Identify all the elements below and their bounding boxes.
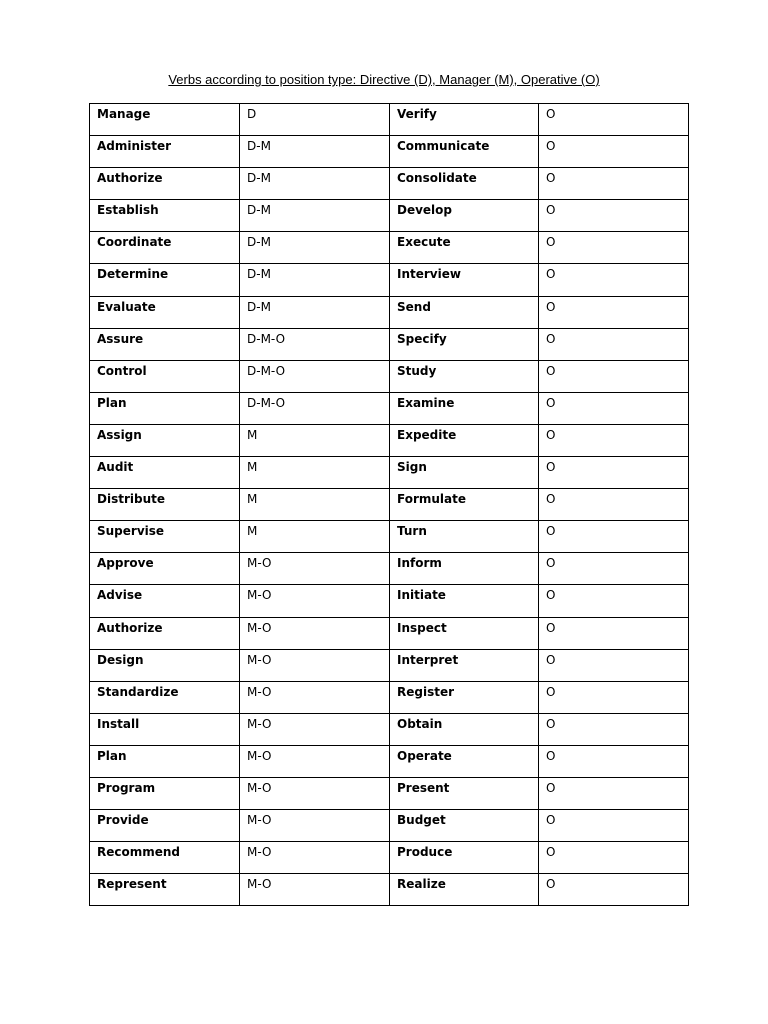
position-type-cell: M bbox=[240, 521, 390, 553]
table-row bbox=[90, 200, 689, 232]
verb-cell: Budget bbox=[390, 810, 539, 842]
verb-cell: Install bbox=[90, 713, 240, 745]
position-type-cell: D-M bbox=[240, 232, 390, 264]
table-row bbox=[90, 457, 689, 489]
position-type-cell: O bbox=[539, 810, 689, 842]
verb-cell: Recommend bbox=[90, 842, 240, 874]
verb-cell: Consolidate bbox=[390, 168, 539, 200]
verb-cell: Specify bbox=[390, 328, 539, 360]
position-type-cell: D-M bbox=[240, 168, 390, 200]
verb-cell: Evaluate bbox=[90, 296, 240, 328]
position-type-cell: D-M bbox=[240, 136, 390, 168]
verbs-table-body bbox=[90, 104, 689, 906]
position-type-cell: D-M bbox=[240, 264, 390, 296]
position-type-cell: O bbox=[539, 745, 689, 777]
position-type-cell: M bbox=[240, 424, 390, 456]
verb-cell: Execute bbox=[390, 232, 539, 264]
verb-cell: Examine bbox=[390, 392, 539, 424]
verb-cell: Initiate bbox=[390, 585, 539, 617]
table-row bbox=[90, 777, 689, 809]
position-type-cell: M-O bbox=[240, 777, 390, 809]
verb-cell: Standardize bbox=[90, 681, 240, 713]
verb-cell: Inform bbox=[390, 553, 539, 585]
document-title: Verbs according to position type: Directive (D), Manager (M), Operative (O) bbox=[168, 72, 600, 87]
position-type-cell: O bbox=[539, 617, 689, 649]
verb-cell: Communicate bbox=[390, 136, 539, 168]
position-type-cell: O bbox=[539, 489, 689, 521]
table-row bbox=[90, 874, 689, 906]
verb-cell: Authorize bbox=[90, 617, 240, 649]
position-type-cell: M-O bbox=[240, 617, 390, 649]
verb-cell: Produce bbox=[390, 842, 539, 874]
table-row bbox=[90, 521, 689, 553]
position-type-cell: O bbox=[539, 585, 689, 617]
position-type-cell: O bbox=[539, 360, 689, 392]
position-type-cell: O bbox=[539, 328, 689, 360]
position-type-cell: O bbox=[539, 232, 689, 264]
verb-cell: Approve bbox=[90, 553, 240, 585]
verb-cell: Register bbox=[390, 681, 539, 713]
table-row bbox=[90, 713, 689, 745]
verb-cell: Verify bbox=[390, 104, 539, 136]
position-type-cell: M-O bbox=[240, 649, 390, 681]
table-row bbox=[90, 842, 689, 874]
verb-cell: Sign bbox=[390, 457, 539, 489]
position-type-cell: M-O bbox=[240, 585, 390, 617]
table-row bbox=[90, 136, 689, 168]
table-row bbox=[90, 553, 689, 585]
position-type-cell: M-O bbox=[240, 713, 390, 745]
position-type-cell: O bbox=[539, 713, 689, 745]
verb-cell: Plan bbox=[90, 392, 240, 424]
position-type-cell: M-O bbox=[240, 745, 390, 777]
verb-cell: Develop bbox=[390, 200, 539, 232]
position-type-cell: M-O bbox=[240, 842, 390, 874]
verb-cell: Inspect bbox=[390, 617, 539, 649]
verb-cell: Interpret bbox=[390, 649, 539, 681]
table-row bbox=[90, 168, 689, 200]
table-row bbox=[90, 392, 689, 424]
position-type-cell: O bbox=[539, 553, 689, 585]
verb-cell: Plan bbox=[90, 745, 240, 777]
verb-cell: Assign bbox=[90, 424, 240, 456]
position-type-cell: O bbox=[539, 424, 689, 456]
verb-cell: Distribute bbox=[90, 489, 240, 521]
position-type-cell: M-O bbox=[240, 874, 390, 906]
table-row bbox=[90, 649, 689, 681]
position-type-cell: O bbox=[539, 521, 689, 553]
position-type-cell: O bbox=[539, 136, 689, 168]
verb-cell: Assure bbox=[90, 328, 240, 360]
verb-cell: Send bbox=[390, 296, 539, 328]
position-type-cell: O bbox=[539, 874, 689, 906]
table-row bbox=[90, 360, 689, 392]
position-type-cell: O bbox=[539, 104, 689, 136]
position-type-cell: M bbox=[240, 457, 390, 489]
position-type-cell: D-M bbox=[240, 200, 390, 232]
table-row bbox=[90, 617, 689, 649]
position-type-cell: O bbox=[539, 649, 689, 681]
verb-cell: Determine bbox=[90, 264, 240, 296]
table-row bbox=[90, 489, 689, 521]
table-row bbox=[90, 232, 689, 264]
position-type-cell: O bbox=[539, 777, 689, 809]
verb-cell: Present bbox=[390, 777, 539, 809]
position-type-cell: D bbox=[240, 104, 390, 136]
position-type-cell: M-O bbox=[240, 681, 390, 713]
verb-cell: Audit bbox=[90, 457, 240, 489]
verb-cell: Formulate bbox=[390, 489, 539, 521]
table-row bbox=[90, 264, 689, 296]
verb-cell: Advise bbox=[90, 585, 240, 617]
position-type-cell: M bbox=[240, 489, 390, 521]
verb-cell: Interview bbox=[390, 264, 539, 296]
table-row bbox=[90, 328, 689, 360]
table-row bbox=[90, 585, 689, 617]
verb-cell: Administer bbox=[90, 136, 240, 168]
verb-cell: Control bbox=[90, 360, 240, 392]
verb-cell: Establish bbox=[90, 200, 240, 232]
verb-cell: Operate bbox=[390, 745, 539, 777]
position-type-cell: M-O bbox=[240, 810, 390, 842]
position-type-cell: O bbox=[539, 457, 689, 489]
position-type-cell: D-M-O bbox=[240, 328, 390, 360]
verbs-table bbox=[89, 103, 689, 906]
verb-cell: Coordinate bbox=[90, 232, 240, 264]
position-type-cell: O bbox=[539, 200, 689, 232]
position-type-cell: O bbox=[539, 168, 689, 200]
table-row bbox=[90, 296, 689, 328]
position-type-cell: O bbox=[539, 296, 689, 328]
position-type-cell: O bbox=[539, 264, 689, 296]
position-type-cell: M-O bbox=[240, 553, 390, 585]
position-type-cell: D-M bbox=[240, 296, 390, 328]
verb-cell: Authorize bbox=[90, 168, 240, 200]
verb-cell: Represent bbox=[90, 874, 240, 906]
table-row bbox=[90, 104, 689, 136]
verb-cell: Supervise bbox=[90, 521, 240, 553]
verb-cell: Program bbox=[90, 777, 240, 809]
position-type-cell: O bbox=[539, 392, 689, 424]
verb-cell: Turn bbox=[390, 521, 539, 553]
table-row bbox=[90, 810, 689, 842]
position-type-cell: D-M-O bbox=[240, 360, 390, 392]
verb-cell: Realize bbox=[390, 874, 539, 906]
table-row bbox=[90, 745, 689, 777]
table-row bbox=[90, 424, 689, 456]
position-type-cell: D-M-O bbox=[240, 392, 390, 424]
position-type-cell: O bbox=[539, 681, 689, 713]
verb-cell: Study bbox=[390, 360, 539, 392]
verb-cell: Provide bbox=[90, 810, 240, 842]
verb-cell: Manage bbox=[90, 104, 240, 136]
position-type-cell: O bbox=[539, 842, 689, 874]
verb-cell: Obtain bbox=[390, 713, 539, 745]
table-row bbox=[90, 681, 689, 713]
verb-cell: Expedite bbox=[390, 424, 539, 456]
verb-cell: Design bbox=[90, 649, 240, 681]
